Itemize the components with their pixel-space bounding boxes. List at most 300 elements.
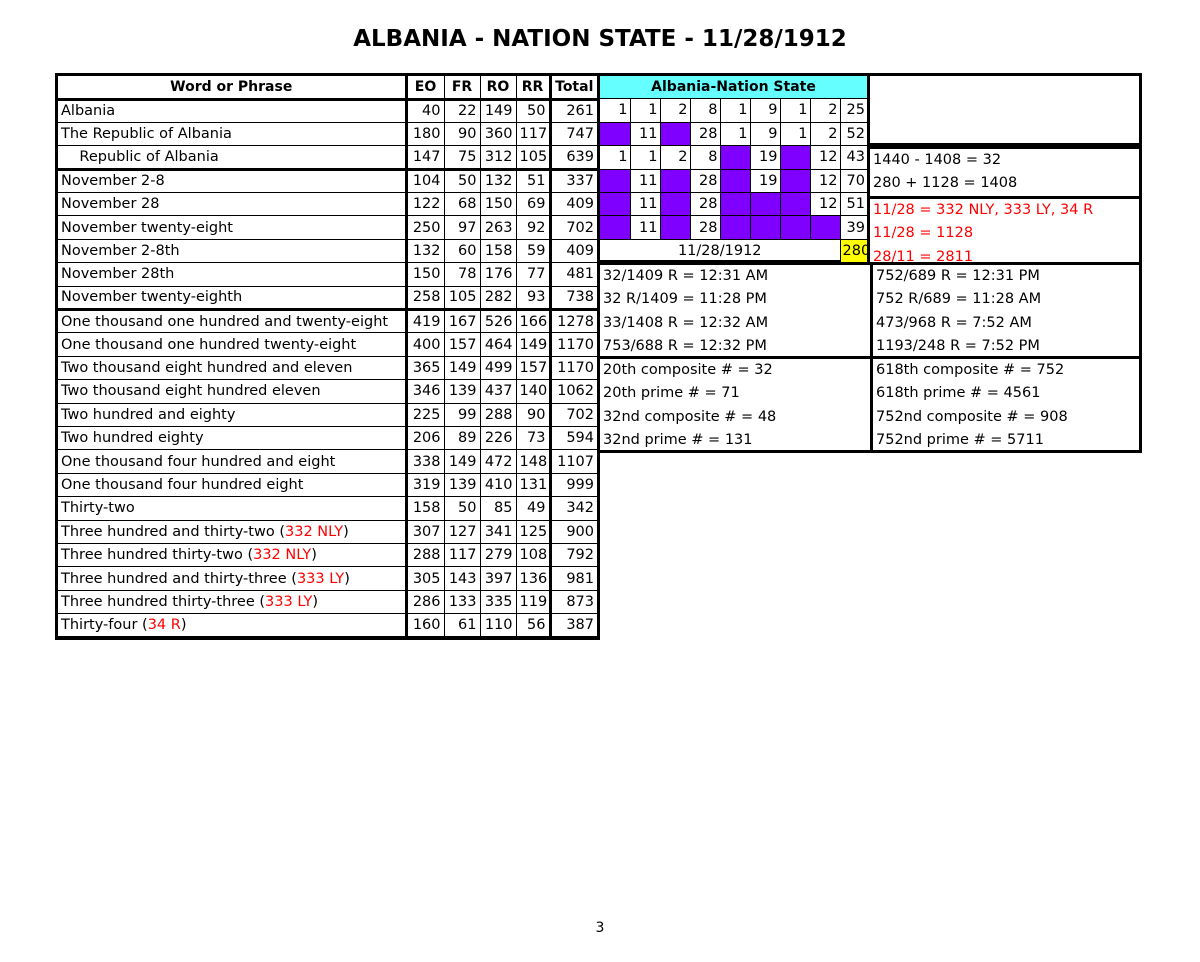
- phrase-cell: [58, 426, 406, 449]
- table-row: [58, 286, 597, 309]
- phrase-text: The Republic of Albania: [61, 126, 232, 143]
- grid-highlight-cell: [660, 216, 690, 239]
- times-box: [597, 262, 1142, 359]
- phrase-text: Three hundred thirty-three: [61, 593, 260, 610]
- grid-cell: 9: [750, 122, 780, 145]
- grid-cell: 1: [600, 99, 630, 122]
- header-phrase: Word or Phrase: [58, 76, 406, 99]
- phrase-cell: [58, 543, 406, 566]
- table-row: [58, 263, 597, 286]
- value-fr: 68: [444, 193, 480, 216]
- value-ro: 360: [480, 122, 516, 145]
- primes-left: [600, 359, 870, 453]
- table-row: [58, 310, 597, 333]
- grid-header: Albania-Nation State: [600, 76, 867, 99]
- value-ro: 226: [480, 426, 516, 449]
- value-eo: 400: [406, 333, 444, 356]
- paren-close: ): [312, 593, 319, 610]
- grid-row: [600, 169, 867, 192]
- grid-cell: 12: [810, 169, 840, 192]
- table-row: [58, 193, 597, 216]
- value-eo: 305: [406, 567, 444, 590]
- grid-cell: 52: [840, 122, 867, 145]
- value-total: 873: [550, 590, 597, 613]
- value-rr: 92: [516, 216, 550, 239]
- phrase-cell: [58, 99, 406, 122]
- phrase-red-note: 333 LY: [296, 570, 345, 587]
- table-row: [58, 543, 597, 566]
- grid-cell: 28: [690, 216, 720, 239]
- phrase-text: November 28: [61, 196, 160, 213]
- grid-cell: 2: [660, 99, 690, 122]
- phrase-cell: [58, 450, 406, 473]
- table-row: [58, 169, 597, 192]
- time-line: 1193/248 R = 7:52 PM: [876, 338, 1040, 355]
- value-total: 1107: [550, 450, 597, 473]
- value-eo: 319: [406, 473, 444, 496]
- value-total: 342: [550, 497, 597, 520]
- value-rr: 105: [516, 146, 550, 169]
- value-fr: 78: [444, 263, 480, 286]
- grid-cell: 8: [690, 146, 720, 169]
- phrase-cell: [58, 333, 406, 356]
- time-line: 752/689 R = 12:31 PM: [876, 268, 1040, 284]
- value-total: 702: [550, 403, 597, 426]
- value-total: 1170: [550, 356, 597, 379]
- grid-cell: 2: [810, 122, 840, 145]
- value-fr: 117: [444, 543, 480, 566]
- header-rr: RR: [516, 76, 550, 99]
- phrase-cell: [58, 239, 406, 262]
- value-ro: 158: [480, 239, 516, 262]
- value-total: 409: [550, 239, 597, 262]
- grid-highlight-cell: [600, 122, 630, 145]
- value-eo: 206: [406, 426, 444, 449]
- value-rr: 136: [516, 567, 550, 590]
- value-fr: 127: [444, 520, 480, 543]
- value-total: 981: [550, 567, 597, 590]
- phrase-text: Two hundred and eighty: [61, 406, 236, 423]
- grid-cell: 11: [630, 193, 660, 216]
- header-fr: FR: [444, 76, 480, 99]
- value-fr: 143: [444, 567, 480, 590]
- value-rr: 49: [516, 497, 550, 520]
- value-fr: 60: [444, 239, 480, 262]
- table-row: [58, 426, 597, 449]
- value-rr: 59: [516, 239, 550, 262]
- value-total: 1062: [550, 380, 597, 403]
- value-eo: 419: [406, 310, 444, 333]
- table-row: [58, 614, 597, 637]
- note-line: 11/28 = 332 NLY, 333 LY, 34 R: [870, 196, 1139, 222]
- value-total: 747: [550, 122, 597, 145]
- grid-highlight-cell: [750, 193, 780, 216]
- primes-box: [597, 356, 1142, 453]
- table-row: [58, 122, 597, 145]
- value-total: 738: [550, 286, 597, 309]
- grid-cell: 43: [840, 146, 867, 169]
- value-ro: 335: [480, 590, 516, 613]
- times-right: [870, 265, 1142, 356]
- value-ro: 464: [480, 333, 516, 356]
- phrase-cell: [58, 403, 406, 426]
- value-ro: 437: [480, 380, 516, 403]
- phrase-text: Albania: [61, 103, 116, 120]
- value-eo: 346: [406, 380, 444, 403]
- grid-cell: 25: [840, 99, 867, 122]
- phrase-cell: [58, 497, 406, 520]
- value-total: 594: [550, 426, 597, 449]
- phrase-cell: [58, 216, 406, 239]
- time-line: 32/1409 R = 12:31 AM: [603, 268, 769, 284]
- value-total: 409: [550, 193, 597, 216]
- time-line: 33/1408 R = 12:32 AM: [603, 314, 769, 331]
- value-fr: 149: [444, 450, 480, 473]
- paren-open: (: [279, 523, 285, 540]
- phrase-cell: [58, 169, 406, 192]
- value-rr: 157: [516, 356, 550, 379]
- prime-line: 32nd prime # = 131: [603, 432, 753, 449]
- phrase-text: Republic of Albania: [61, 148, 219, 165]
- grid-cell: 8: [690, 99, 720, 122]
- phrase-text: Three hundred thirty-two: [61, 547, 248, 564]
- phrase-text: One thousand four hundred eight: [61, 476, 304, 493]
- value-fr: 139: [444, 380, 480, 403]
- value-fr: 139: [444, 473, 480, 496]
- value-ro: 263: [480, 216, 516, 239]
- table-row: [58, 239, 597, 262]
- grid-row: [600, 216, 867, 239]
- value-rr: 73: [516, 426, 550, 449]
- value-total: 1170: [550, 333, 597, 356]
- value-rr: 51: [516, 169, 550, 192]
- grid-date-value: 280: [840, 239, 867, 262]
- value-ro: 110: [480, 614, 516, 637]
- phrase-cell: [58, 614, 406, 637]
- phrase-red-note: 333 LY: [265, 593, 313, 610]
- grid-cell: 28: [690, 193, 720, 216]
- paren-close: ): [343, 523, 349, 540]
- note-line: 1440 - 1408 = 32: [873, 152, 1002, 168]
- grid-cell: 1: [600, 146, 630, 169]
- value-fr: 99: [444, 403, 480, 426]
- value-eo: 150: [406, 263, 444, 286]
- table-row: [58, 99, 597, 122]
- phrase-cell: [58, 193, 406, 216]
- value-rr: 108: [516, 543, 550, 566]
- value-eo: 158: [406, 497, 444, 520]
- grid-row: [600, 122, 867, 145]
- value-rr: 148: [516, 450, 550, 473]
- grid-cell: 19: [750, 146, 780, 169]
- value-rr: 166: [516, 310, 550, 333]
- time-line: 473/968 R = 7:52 AM: [876, 314, 1032, 331]
- value-total: 261: [550, 99, 597, 122]
- value-ro: 341: [480, 520, 516, 543]
- table-row: [58, 333, 597, 356]
- notes-box: [867, 146, 1142, 265]
- value-rr: 77: [516, 263, 550, 286]
- phrase-cell: [58, 520, 406, 543]
- grid-cell: 1: [630, 99, 660, 122]
- phrase-text: November twenty-eighth: [61, 289, 243, 306]
- value-ro: 282: [480, 286, 516, 309]
- prime-line: 618th prime # = 4561: [876, 385, 1041, 402]
- grid-highlight-cell: [600, 169, 630, 192]
- prime-line: 32nd composite # = 48: [603, 408, 777, 425]
- grid-cell: 9: [750, 99, 780, 122]
- grid-highlight-cell: [720, 193, 750, 216]
- grid-row: [600, 99, 867, 122]
- value-total: 387: [550, 614, 597, 637]
- grid-cell: 1: [780, 99, 810, 122]
- prime-line: 618th composite # = 752: [876, 362, 1065, 378]
- gematria-table: [55, 73, 600, 640]
- phrase-cell: [58, 263, 406, 286]
- phrase-text: November 28th: [61, 266, 175, 283]
- grid-highlight-cell: [780, 146, 810, 169]
- value-fr: 89: [444, 426, 480, 449]
- prime-line: 752nd composite # = 908: [876, 408, 1068, 425]
- grid-row: [600, 146, 867, 169]
- value-fr: 105: [444, 286, 480, 309]
- table-row: [58, 473, 597, 496]
- grid-cell: 11: [630, 169, 660, 192]
- phrase-cell: [58, 122, 406, 145]
- phrase-cell: [58, 286, 406, 309]
- value-ro: 149: [480, 99, 516, 122]
- header-eo: EO: [406, 76, 444, 99]
- value-eo: 40: [406, 99, 444, 122]
- phrase-text: November 2-8th: [61, 243, 180, 260]
- value-fr: 157: [444, 333, 480, 356]
- grid-highlight-cell: [720, 146, 750, 169]
- value-eo: 104: [406, 169, 444, 192]
- grid-cell: 70: [840, 169, 867, 192]
- grid-cell: 11: [630, 122, 660, 145]
- grid-highlight-cell: [720, 169, 750, 192]
- value-fr: 133: [444, 590, 480, 613]
- times-left: [600, 265, 870, 359]
- grid-highlight-cell: [600, 216, 630, 239]
- grid-highlight-cell: [660, 122, 690, 145]
- note-line: 11/28 = 1128: [873, 225, 974, 242]
- time-line: 32 R/1409 = 11:28 PM: [603, 291, 767, 308]
- value-eo: 225: [406, 403, 444, 426]
- prime-line: 20th prime # = 71: [603, 385, 740, 402]
- paren-open: (: [247, 547, 254, 564]
- value-eo: 338: [406, 450, 444, 473]
- phrase-cell: [58, 473, 406, 496]
- grid-cell: 12: [810, 146, 840, 169]
- grid-highlight-cell: [750, 216, 780, 239]
- value-rr: 56: [516, 614, 550, 637]
- grid-highlight-cell: [600, 193, 630, 216]
- value-eo: 258: [406, 286, 444, 309]
- phrase-text: Two hundred eighty: [61, 430, 204, 447]
- table-row: [58, 146, 597, 169]
- value-rr: 117: [516, 122, 550, 145]
- value-rr: 119: [516, 590, 550, 613]
- value-fr: 167: [444, 310, 480, 333]
- phrase-text: Two thousand eight hundred and eleven: [61, 359, 353, 376]
- grid-highlight-cell: [660, 193, 690, 216]
- value-total: 792: [550, 543, 597, 566]
- value-fr: 75: [444, 146, 480, 169]
- paren-close: ): [180, 617, 187, 634]
- value-rr: 93: [516, 286, 550, 309]
- table-row: [58, 450, 597, 473]
- phrase-cell: [58, 356, 406, 379]
- phrase-red-note: 332 NLY: [253, 547, 312, 564]
- phrase-red-note: 332 NLY: [285, 523, 344, 540]
- grid-highlight-cell: [810, 216, 840, 239]
- table-row: [58, 520, 597, 543]
- header-ro: RO: [480, 76, 516, 99]
- value-rr: 90: [516, 403, 550, 426]
- page-number: 3: [595, 920, 605, 936]
- phrase-text: Thirty-two: [61, 500, 135, 517]
- paren-open: (: [142, 617, 148, 634]
- value-eo: 286: [406, 590, 444, 613]
- prime-line: 752nd prime # = 5711: [876, 432, 1044, 449]
- phrase-cell: [58, 590, 406, 613]
- grid-cell: 1: [630, 146, 660, 169]
- phrase-cell: [58, 310, 406, 333]
- value-ro: 176: [480, 263, 516, 286]
- grid-highlight-cell: [660, 169, 690, 192]
- grid-cell: 2: [660, 146, 690, 169]
- value-eo: 365: [406, 356, 444, 379]
- paren-open: (: [291, 570, 297, 587]
- phrase-cell: [58, 146, 406, 169]
- paren-close: ): [344, 570, 350, 587]
- value-eo: 288: [406, 543, 444, 566]
- grid-highlight-cell: [780, 169, 810, 192]
- note-line: 28/11 = 2811: [873, 248, 974, 265]
- value-fr: 90: [444, 122, 480, 145]
- grid-cell: 12: [810, 193, 840, 216]
- page-title: ALBANIA - NATION STATE - 11/28/1912: [353, 26, 847, 52]
- grid-cell: 1: [780, 122, 810, 145]
- phrase-cell: [58, 380, 406, 403]
- grid-cell: 19: [750, 169, 780, 192]
- value-total: 639: [550, 146, 597, 169]
- value-fr: 97: [444, 216, 480, 239]
- paren-open: (: [259, 593, 266, 610]
- phrase-text: Three hundred and thirty-two: [61, 523, 280, 540]
- table-row: [58, 356, 597, 379]
- value-ro: 312: [480, 146, 516, 169]
- value-ro: 499: [480, 356, 516, 379]
- value-fr: 22: [444, 99, 480, 122]
- value-fr: 50: [444, 169, 480, 192]
- value-total: 1278: [550, 310, 597, 333]
- value-rr: 69: [516, 193, 550, 216]
- value-total: 900: [550, 520, 597, 543]
- phrase-text: Two thousand eight hundred eleven: [61, 383, 321, 400]
- value-rr: 149: [516, 333, 550, 356]
- value-ro: 410: [480, 473, 516, 496]
- value-ro: 279: [480, 543, 516, 566]
- value-eo: 147: [406, 146, 444, 169]
- value-ro: 472: [480, 450, 516, 473]
- value-eo: 307: [406, 520, 444, 543]
- empty-note-box: [867, 73, 1142, 146]
- phrase-text: One thousand four hundred and eight: [61, 453, 336, 470]
- grid-row: [600, 193, 867, 216]
- phrase-text: November twenty-eight: [61, 219, 233, 236]
- value-rr: 125: [516, 520, 550, 543]
- grid-highlight-cell: [780, 193, 810, 216]
- value-fr: 50: [444, 497, 480, 520]
- value-rr: 131: [516, 473, 550, 496]
- phrase-text: One thousand one hundred and twenty-eight: [61, 313, 389, 330]
- value-fr: 149: [444, 356, 480, 379]
- value-eo: 160: [406, 614, 444, 637]
- value-total: 999: [550, 473, 597, 496]
- grid-cell: 2: [810, 99, 840, 122]
- prime-line: 20th composite # = 32: [603, 362, 773, 378]
- letter-grid: [600, 73, 870, 263]
- value-eo: 122: [406, 193, 444, 216]
- note-line: 280 + 1128 = 1408: [873, 175, 1018, 192]
- grid-cell: 39: [840, 216, 867, 239]
- table-row: [58, 380, 597, 403]
- value-ro: 85: [480, 497, 516, 520]
- phrase-text: Thirty-four: [61, 617, 143, 634]
- time-line: 753/688 R = 12:32 PM: [603, 338, 767, 355]
- phrase-text: November 2-8: [61, 173, 165, 190]
- time-line: 752 R/689 = 11:28 AM: [876, 291, 1042, 308]
- value-eo: 250: [406, 216, 444, 239]
- value-total: 481: [550, 263, 597, 286]
- value-ro: 288: [480, 403, 516, 426]
- phrase-text: One thousand one hundred twenty-eight: [61, 336, 357, 353]
- value-eo: 132: [406, 239, 444, 262]
- phrase-red-note: 34 R: [147, 617, 181, 634]
- value-ro: 526: [480, 310, 516, 333]
- value-rr: 50: [516, 99, 550, 122]
- table-row: [58, 403, 597, 426]
- grid-cell: 51: [840, 193, 867, 216]
- paren-close: ): [311, 547, 317, 564]
- phrase-cell: [58, 567, 406, 590]
- table-row: [58, 216, 597, 239]
- value-ro: 150: [480, 193, 516, 216]
- value-fr: 61: [444, 614, 480, 637]
- grid-highlight-cell: [720, 216, 750, 239]
- grid-highlight-cell: [780, 216, 810, 239]
- value-eo: 180: [406, 122, 444, 145]
- grid-cell: 11: [630, 216, 660, 239]
- table-row: [58, 497, 597, 520]
- value-total: 702: [550, 216, 597, 239]
- grid-date: 11/28/1912: [600, 239, 840, 262]
- phrase-text: Three hundred and thirty-three: [61, 570, 292, 587]
- value-total: 337: [550, 169, 597, 192]
- grid-cell: 1: [720, 122, 750, 145]
- table-row: [58, 590, 597, 613]
- header-total: Total: [550, 76, 597, 99]
- value-ro: 397: [480, 567, 516, 590]
- table-row: [58, 567, 597, 590]
- value-ro: 132: [480, 169, 516, 192]
- grid-cell: 1: [720, 99, 750, 122]
- grid-cell: 28: [690, 169, 720, 192]
- primes-right: [870, 359, 1142, 450]
- value-rr: 140: [516, 380, 550, 403]
